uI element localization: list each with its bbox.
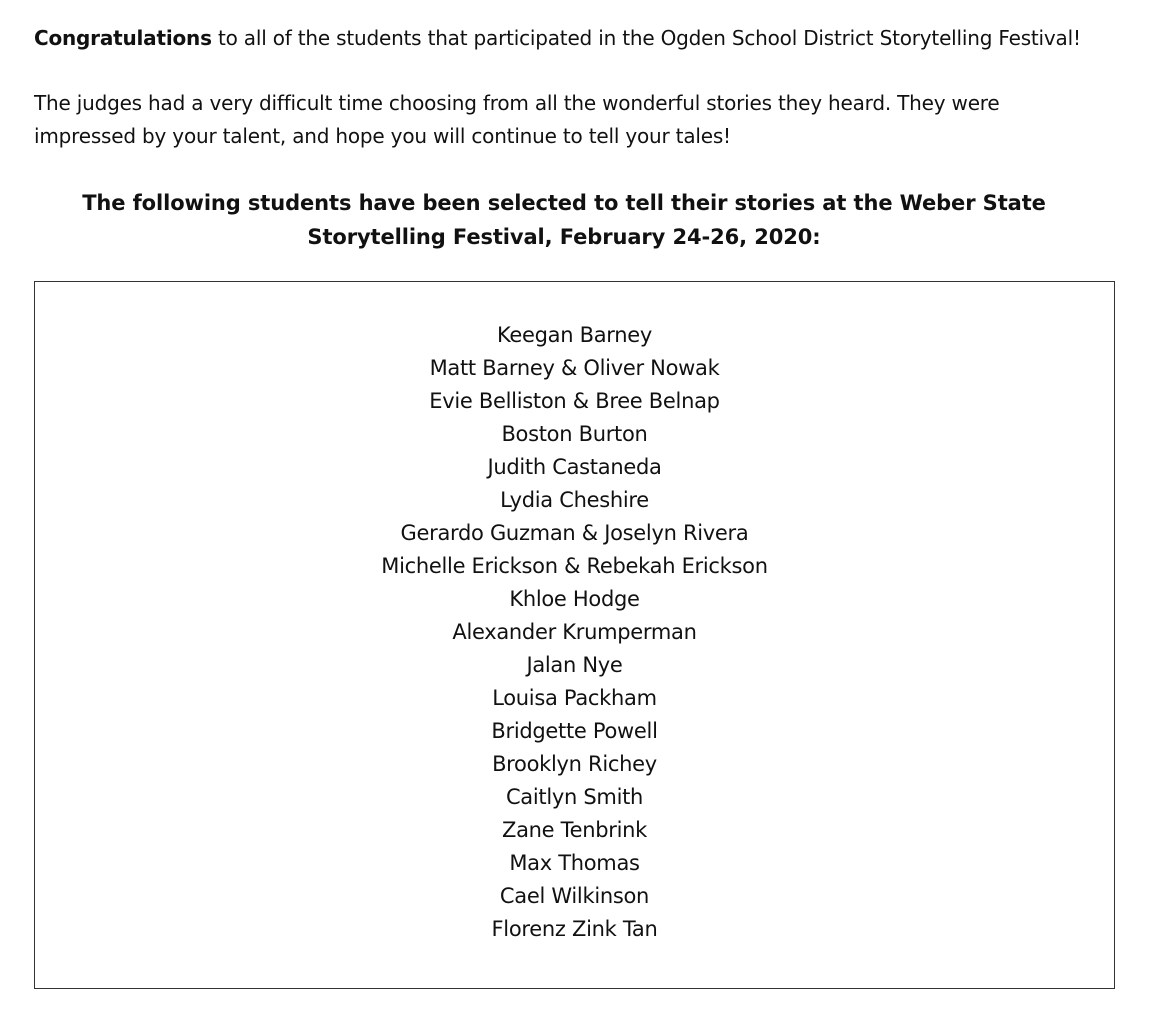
congratulations-paragraph bbox=[34, 22, 1115, 55]
student-name: Louisa Packham bbox=[492, 686, 657, 710]
student-name: Jalan Nye bbox=[526, 653, 623, 677]
student-name: Michelle Erickson & Rebekah Erickson bbox=[381, 554, 768, 578]
congratulations-text: to all of the students that participated in the Ogden School District Storytelling Festival! bbox=[211, 26, 1081, 50]
student-name: Matt Barney & Oliver Nowak bbox=[429, 356, 720, 380]
student-name: Zane Tenbrink bbox=[501, 818, 648, 842]
student-name: Alexander Krumperman bbox=[452, 620, 697, 644]
student-list bbox=[35, 319, 1114, 946]
congratulations-bold: Congratulations bbox=[34, 26, 212, 50]
student-name: Florenz Zink Tan bbox=[491, 917, 658, 941]
selected-students-box bbox=[34, 281, 1115, 989]
student-name: Gerardo Guzman & Joselyn Rivera bbox=[400, 521, 749, 545]
selection-announcement: The following students have been selected to tell their stories at the Weber State Storytelling Festival, February 24-26, 2020: bbox=[82, 191, 1046, 249]
student-name: Bridgette Powell bbox=[491, 719, 658, 743]
student-name: Evie Belliston & Bree Belnap bbox=[429, 389, 720, 413]
student-name: Brooklyn Richey bbox=[492, 752, 657, 776]
student-name: Keegan Barney bbox=[496, 323, 653, 347]
student-name: Max Thomas bbox=[509, 851, 640, 875]
student-name: Lydia Cheshire bbox=[500, 488, 649, 512]
student-name: Judith Castaneda bbox=[487, 455, 662, 479]
student-name: Caitlyn Smith bbox=[505, 785, 644, 809]
student-name: Khloe Hodge bbox=[509, 587, 640, 611]
student-name: Boston Burton bbox=[501, 422, 648, 446]
student-name: Cael Wilkinson bbox=[499, 884, 650, 908]
judges-paragraph: The judges had a very difficult time choosing from all the wonderful stories they heard. They were impressed by your talent, and hope you will continue to tell your tales! bbox=[34, 91, 1000, 148]
